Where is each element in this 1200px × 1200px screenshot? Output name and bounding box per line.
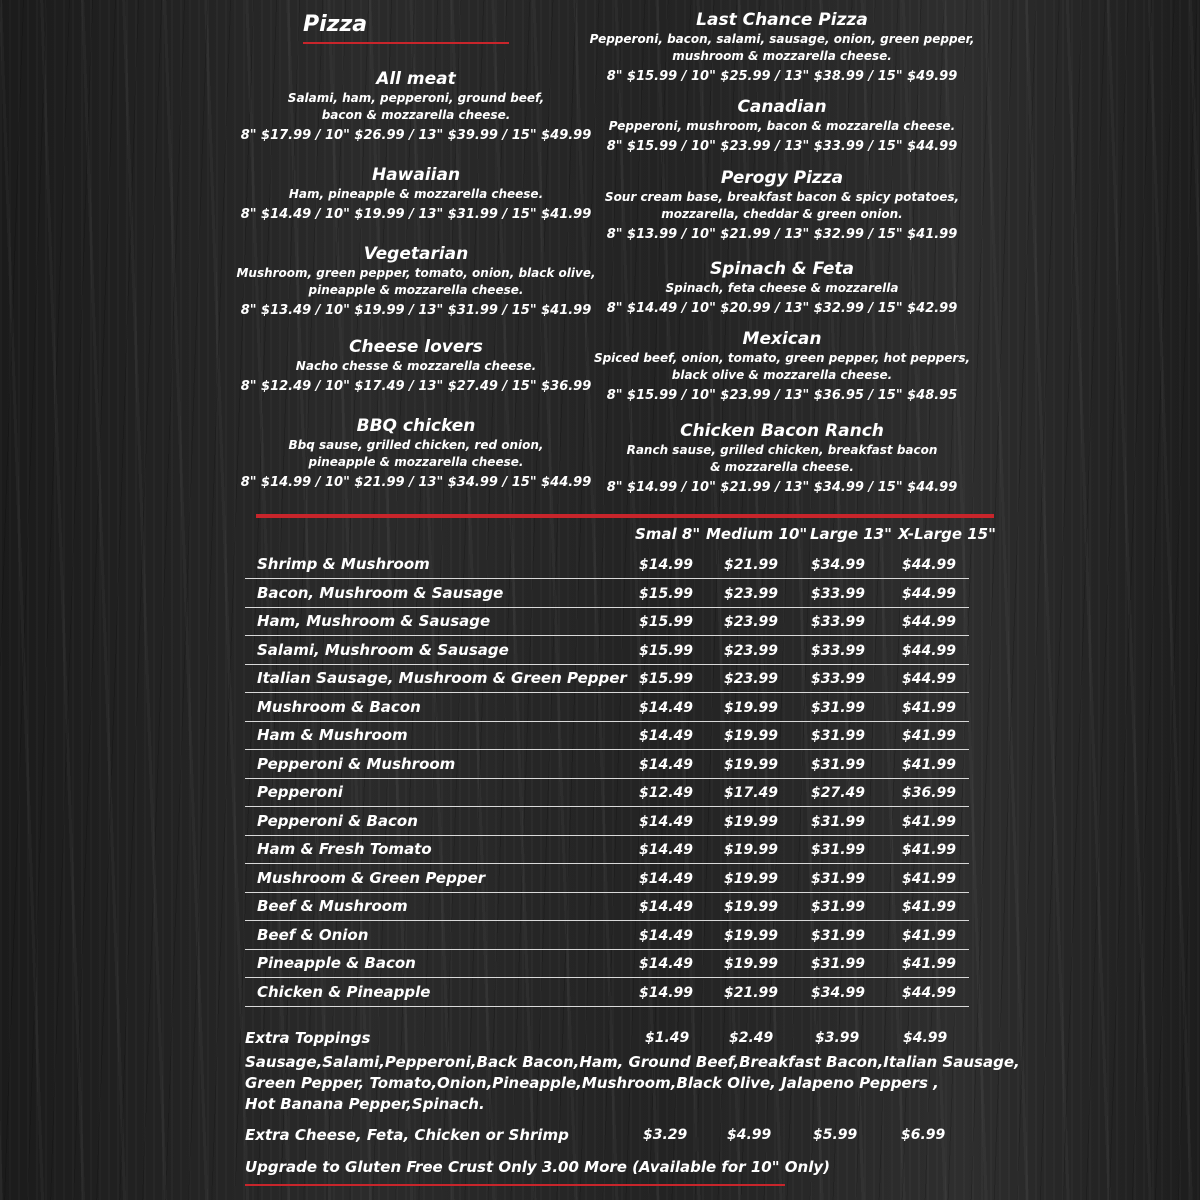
extra-cheese-price-medium: $4.99 — [727, 1127, 772, 1143]
extra-toppings-price-large: $3.99 — [815, 1030, 860, 1046]
price-medium: $19.99 — [724, 842, 779, 858]
specialty-name: Mexican — [742, 329, 822, 349]
specialty-name: Cheese lovers — [349, 337, 483, 357]
price-xlarge: $44.99 — [902, 984, 957, 1001]
section-title: Pizza — [303, 12, 368, 37]
size-header-medium: Medium 10" — [706, 525, 808, 543]
price-large: $31.99 — [811, 756, 866, 773]
price-large: $34.99 — [811, 557, 866, 573]
combo-name: Ham & Mushroom — [257, 726, 408, 744]
specialty-name: Hawaiian — [371, 165, 461, 185]
combo-name: Mushroom & Green Pepper — [257, 868, 486, 887]
specialty-name: Chicken Bacon Ranch — [680, 421, 884, 441]
specialty-desc: & mozzarella cheese. — [710, 460, 854, 474]
price-large: $31.99 — [811, 956, 866, 972]
combo-row — [245, 750, 969, 779]
gluten-free-upgrade-note: Upgrade to Gluten Free Crust Only 3.00 More (Available for 10" Only) — [245, 1158, 830, 1176]
size-header-large: Large 13" — [810, 525, 892, 543]
price-xlarge: $41.99 — [902, 842, 957, 858]
section-underline — [303, 42, 509, 44]
bottom-divider — [245, 1184, 785, 1186]
specialty-desc: pineapple & mozzarella cheese. — [308, 455, 524, 469]
specialty-item-bbq-chicken — [226, 415, 606, 492]
size-header-small: Smal 8" — [635, 525, 701, 543]
specialty-item-canadian — [582, 96, 982, 156]
combo-row — [245, 778, 969, 807]
specialty-price: 8" $14.49 / 10" $19.99 / 13" $31.99 / 15" $41.99 — [240, 207, 592, 222]
specialty-price: 8" $13.99 / 10" $21.99 / 13" $32.99 / 15" $41.99 — [606, 227, 958, 242]
price-xlarge: $41.99 — [902, 927, 957, 944]
price-medium: $19.99 — [724, 899, 779, 915]
specialty-name: Canadian — [737, 97, 827, 117]
price-large: $31.99 — [811, 699, 866, 716]
price-large: $33.99 — [811, 642, 866, 659]
combo-row — [245, 949, 969, 978]
combo-row — [245, 693, 969, 722]
extra-cheese-price-large: $5.99 — [813, 1127, 858, 1143]
price-medium: $17.49 — [724, 785, 779, 801]
specialty-desc: Spinach, feta cheese & mozzarella — [665, 281, 899, 295]
price-large: $27.49 — [811, 785, 866, 801]
toppings-list — [245, 1052, 1045, 1115]
specialty-desc: Pepperoni, bacon, salami, sausage, onion, green pepper, — [589, 32, 975, 46]
combo-name: Ham & Fresh Tomato — [257, 840, 432, 858]
combo-row — [245, 664, 969, 693]
combo-name: Beef & Mushroom — [257, 897, 408, 915]
specialty-desc: Mushroom, green pepper, tomato, onion, black olive, — [236, 266, 596, 280]
price-large: $31.99 — [811, 870, 866, 887]
price-medium: $19.99 — [724, 956, 779, 972]
combo-name: Pepperoni — [257, 783, 343, 801]
specialty-item-cheese-lovers — [226, 336, 606, 396]
price-large: $33.99 — [811, 585, 866, 602]
specialty-price: 8" $12.49 / 10" $17.49 / 13" $27.49 / 15" $36.99 — [240, 379, 592, 394]
price-small: $14.49 — [639, 927, 694, 944]
combo-name: Ham, Mushroom & Sausage — [257, 612, 491, 630]
specialty-desc: pineapple & mozzarella cheese. — [308, 283, 524, 297]
price-small: $15.99 — [639, 585, 694, 602]
specialty-price: 8" $15.99 / 10" $23.99 / 13" $33.99 / 15" $44.99 — [606, 139, 958, 154]
combo-name: Bacon, Mushroom & Sausage — [257, 583, 504, 602]
specialty-desc: Nacho chesse & mozzarella cheese. — [295, 359, 537, 373]
combo-row — [245, 835, 969, 864]
price-xlarge: $44.99 — [902, 642, 957, 659]
price-xlarge: $41.99 — [902, 728, 957, 744]
combo-row — [245, 607, 969, 636]
combo-name: Mushroom & Bacon — [257, 697, 421, 716]
price-medium: $21.99 — [724, 557, 779, 573]
specialty-name: Perogy Pizza — [720, 168, 844, 188]
extra-toppings-label: Extra Toppings — [245, 1029, 371, 1047]
price-small: $14.49 — [639, 756, 694, 773]
combo-row — [245, 579, 969, 608]
section-divider — [256, 514, 994, 518]
price-small: $15.99 — [639, 642, 694, 659]
specialty-desc: mushroom & mozzarella cheese. — [672, 49, 892, 63]
extra-toppings-price-xlarge: $4.99 — [903, 1030, 948, 1046]
price-medium: $19.99 — [724, 728, 779, 744]
price-small: $14.49 — [639, 813, 694, 830]
price-small: $15.99 — [639, 671, 694, 687]
price-medium: $19.99 — [724, 699, 779, 716]
price-medium: $23.99 — [724, 642, 779, 659]
specialty-item-chicken-bacon-ranch — [582, 420, 982, 497]
specialty-item-mexican — [582, 328, 982, 405]
toppings-line: Hot Banana Pepper,Spinach. — [245, 1095, 485, 1113]
price-small: $14.49 — [639, 728, 694, 744]
price-medium: $21.99 — [724, 984, 779, 1001]
price-small: $15.99 — [639, 614, 694, 630]
specialty-item-hawaiian — [226, 164, 606, 224]
specialty-price: 8" $13.49 / 10" $19.99 / 13" $31.99 / 15" $41.99 — [240, 303, 592, 318]
price-medium: $19.99 — [724, 756, 779, 773]
price-xlarge: $41.99 — [902, 756, 957, 773]
specialty-price: 8" $15.99 / 10" $25.99 / 13" $38.99 / 15" $49.99 — [606, 69, 958, 84]
combo-row — [245, 978, 969, 1007]
price-xlarge: $41.99 — [902, 956, 957, 972]
specialty-item-last-chance — [582, 9, 982, 86]
price-medium: $19.99 — [724, 813, 779, 830]
price-small: $14.49 — [639, 842, 694, 858]
specialty-desc: mozzarella, cheddar & green onion. — [661, 207, 903, 221]
specialty-name: Vegetarian — [363, 244, 469, 264]
specialty-price: 8" $14.49 / 10" $20.99 / 13" $32.99 / 15" $42.99 — [606, 301, 958, 316]
combo-row — [245, 921, 969, 950]
combo-row — [245, 721, 969, 750]
combo-name: Salami, Mushroom & Sausage — [257, 640, 509, 659]
price-large: $31.99 — [811, 728, 866, 744]
price-small: $14.99 — [639, 557, 694, 573]
combo-row — [245, 636, 969, 665]
combo-row — [245, 550, 969, 579]
specialty-desc: Bbq sause, grilled chicken, red onion, — [288, 438, 544, 452]
extra-cheese-price-small: $3.29 — [643, 1127, 688, 1143]
specialty-item-spinach-feta — [582, 258, 982, 318]
specialty-price: 8" $14.99 / 10" $21.99 / 13" $34.99 / 15" $44.99 — [240, 475, 592, 490]
specialty-name: Spinach & Feta — [709, 259, 855, 279]
specialty-desc: Ham, pineapple & mozzarella cheese. — [288, 187, 544, 201]
specialty-item-all-meat — [226, 68, 606, 145]
price-xlarge: $44.99 — [902, 557, 957, 573]
specialty-item-perogy — [582, 167, 982, 244]
specialty-name: All meat — [376, 69, 456, 89]
specialty-name: Last Chance Pizza — [696, 10, 868, 30]
toppings-line: Sausage,Salami,Pepperoni,Back Bacon,Ham, Ground Beef,Breakfast Bacon,Italian Sausage, — [245, 1053, 1020, 1071]
specialty-desc: Pepperoni, mushroom, bacon & mozzarella cheese. — [608, 119, 956, 133]
combo-row — [245, 807, 969, 836]
specialty-name: BBQ chicken — [356, 416, 476, 436]
price-small: $14.49 — [639, 870, 694, 887]
price-medium: $23.99 — [724, 614, 779, 630]
price-medium: $19.99 — [724, 870, 779, 887]
price-medium: $23.99 — [724, 671, 779, 687]
price-large: $34.99 — [811, 984, 866, 1001]
price-medium: $23.99 — [724, 585, 779, 602]
price-large: $31.99 — [811, 842, 866, 858]
price-xlarge: $44.99 — [902, 585, 957, 602]
specialty-desc: Ranch sause, grilled chicken, breakfast bacon — [626, 443, 938, 457]
specialty-price: 8" $14.99 / 10" $21.99 / 13" $34.99 / 15" $44.99 — [606, 480, 958, 495]
price-xlarge: $41.99 — [902, 813, 957, 830]
price-large: $31.99 — [811, 899, 866, 915]
size-header-xlarge: X-Large 15" — [898, 525, 996, 543]
specialty-price: 8" $15.99 / 10" $23.99 / 13" $36.95 / 15" $48.95 — [606, 388, 958, 403]
price-medium: $19.99 — [724, 927, 779, 944]
price-xlarge: $36.99 — [902, 785, 957, 801]
combo-row — [245, 892, 969, 921]
price-xlarge: $44.99 — [902, 614, 957, 630]
extra-cheese-label: Extra Cheese, Feta, Chicken or Shrimp — [245, 1126, 569, 1144]
price-small: $14.49 — [639, 956, 694, 972]
extra-cheese-price-xlarge: $6.99 — [901, 1127, 946, 1143]
combo-name: Pepperoni & Bacon — [257, 811, 418, 830]
specialty-item-vegetarian — [226, 243, 606, 320]
price-xlarge: $41.99 — [902, 899, 957, 915]
price-small: $12.49 — [639, 785, 694, 801]
price-xlarge: $41.99 — [902, 699, 957, 716]
combo-name: Italian Sausage, Mushroom & Green Pepper — [257, 669, 627, 687]
specialty-desc: Salami, ham, pepperoni, ground beef, — [287, 91, 545, 105]
combo-name: Pineapple & Bacon — [257, 954, 416, 972]
price-xlarge: $41.99 — [902, 870, 957, 887]
specialty-desc: black olive & mozzarella cheese. — [671, 368, 893, 382]
combo-name: Chicken & Pineapple — [257, 982, 431, 1001]
specialty-desc: bacon & mozzarella cheese. — [321, 108, 511, 122]
combo-name: Beef & Onion — [257, 925, 369, 944]
extra-toppings-price-small: $1.49 — [645, 1030, 690, 1046]
combo-row — [245, 864, 969, 893]
price-large: $33.99 — [811, 671, 866, 687]
price-small: $14.49 — [639, 699, 694, 716]
toppings-line: Green Pepper, Tomato,Onion,Pineapple,Mushroom,Black Olive, Jalapeno Peppers , — [245, 1074, 939, 1092]
extra-toppings-price-medium: $2.49 — [729, 1030, 774, 1046]
price-large: $31.99 — [811, 813, 866, 830]
price-small: $14.99 — [639, 984, 694, 1001]
specialty-price: 8" $17.99 / 10" $26.99 / 13" $39.99 / 15" $49.99 — [240, 128, 592, 143]
specialty-desc: Spiced beef, onion, tomato, green pepper, hot peppers, — [593, 351, 971, 365]
price-xlarge: $44.99 — [902, 671, 957, 687]
specialty-desc: Sour cream base, breakfast bacon & spicy potatoes, — [604, 190, 960, 204]
price-large: $31.99 — [811, 927, 866, 944]
price-large: $33.99 — [811, 614, 866, 630]
price-small: $14.49 — [639, 899, 694, 915]
combo-name: Pepperoni & Mushroom — [257, 754, 456, 773]
combo-name: Shrimp & Mushroom — [257, 555, 430, 573]
